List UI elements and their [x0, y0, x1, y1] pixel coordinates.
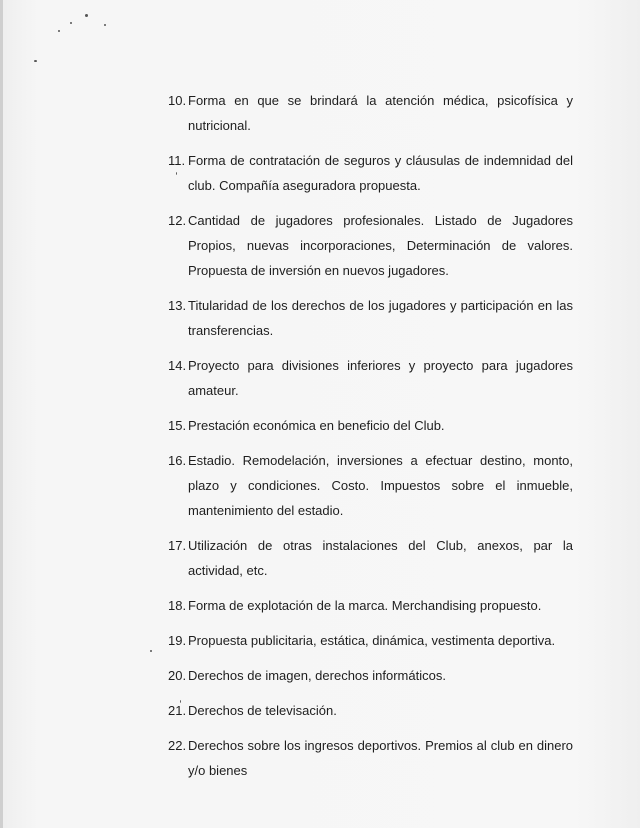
list-item — [168, 293, 573, 343]
item-text: Derechos de televisación. — [188, 703, 337, 718]
numbered-list — [168, 88, 573, 793]
item-text: Propuesta publicitaria, estática, dinámica, vestimenta deportiva. — [188, 633, 556, 648]
item-number: 18. — [168, 598, 187, 613]
item-text: Forma de explotación de la marca. Merchandising propuesto. — [188, 598, 542, 613]
scan-speck — [150, 650, 152, 652]
scan-speck — [58, 30, 60, 32]
item-text: Cantidad de jugadores profesionales. Listado de Jugadores Propios, nuevas incorporaciones, Determinación de valores. Propuesta de inversión en nuevos jugadores. — [188, 213, 573, 278]
list-item — [168, 628, 573, 653]
list-item — [168, 663, 573, 688]
item-number: 14. — [168, 358, 187, 373]
item-text: Utilización de otras instalaciones del Club, anexos, par la actividad, etc. — [188, 538, 573, 578]
item-number: 16. — [168, 453, 187, 468]
item-number: 19. — [168, 633, 187, 648]
list-item — [168, 208, 573, 283]
list-item — [168, 533, 573, 583]
item-number: 13. — [168, 298, 187, 313]
item-text: Forma de contratación de seguros y cláusulas de indemnidad del club. Compañía aseguradora propuesta. — [188, 153, 573, 193]
list-item — [168, 353, 573, 403]
item-text: Prestación económica en beneficio del Club. — [188, 418, 445, 433]
item-number: 10. — [168, 93, 187, 108]
item-text: Estadio. Remodelación, inversiones a efectuar destino, monto, plazo y condiciones. Costo. Impuestos sobre el inmueble, mantenimiento del estadio. — [188, 453, 573, 518]
list-item — [168, 448, 573, 523]
item-text: Titularidad de los derechos de los jugadores y participación en las transferencias. — [188, 298, 573, 338]
item-text: Derechos sobre los ingresos deportivos. Premios al club en dinero y/o bienes — [188, 738, 573, 778]
item-number: 17. — [168, 538, 187, 553]
item-number: 11. — [168, 153, 186, 168]
item-text: Derechos de imagen, derechos informáticos. — [188, 668, 446, 683]
item-number: 15. — [168, 418, 187, 433]
item-number: 12. — [168, 213, 187, 228]
item-number: 22. — [168, 738, 187, 753]
list-item — [168, 148, 573, 198]
scan-speck — [85, 14, 88, 17]
scan-speck — [34, 60, 37, 62]
list-item — [168, 698, 573, 723]
scan-speck — [70, 22, 72, 24]
list-item — [168, 733, 573, 783]
item-number: 21. — [168, 703, 187, 718]
list-item — [168, 88, 573, 138]
list-item — [168, 593, 573, 618]
item-text: Forma en que se brindará la atención médica, psicofísica y nutricional. — [188, 93, 573, 133]
scan-edge — [0, 0, 3, 828]
item-text: Proyecto para divisiones inferiores y proyecto para jugadores amateur. — [188, 358, 573, 398]
item-number: 20. — [168, 668, 187, 683]
list-item — [168, 413, 573, 438]
scan-speck — [104, 24, 106, 26]
